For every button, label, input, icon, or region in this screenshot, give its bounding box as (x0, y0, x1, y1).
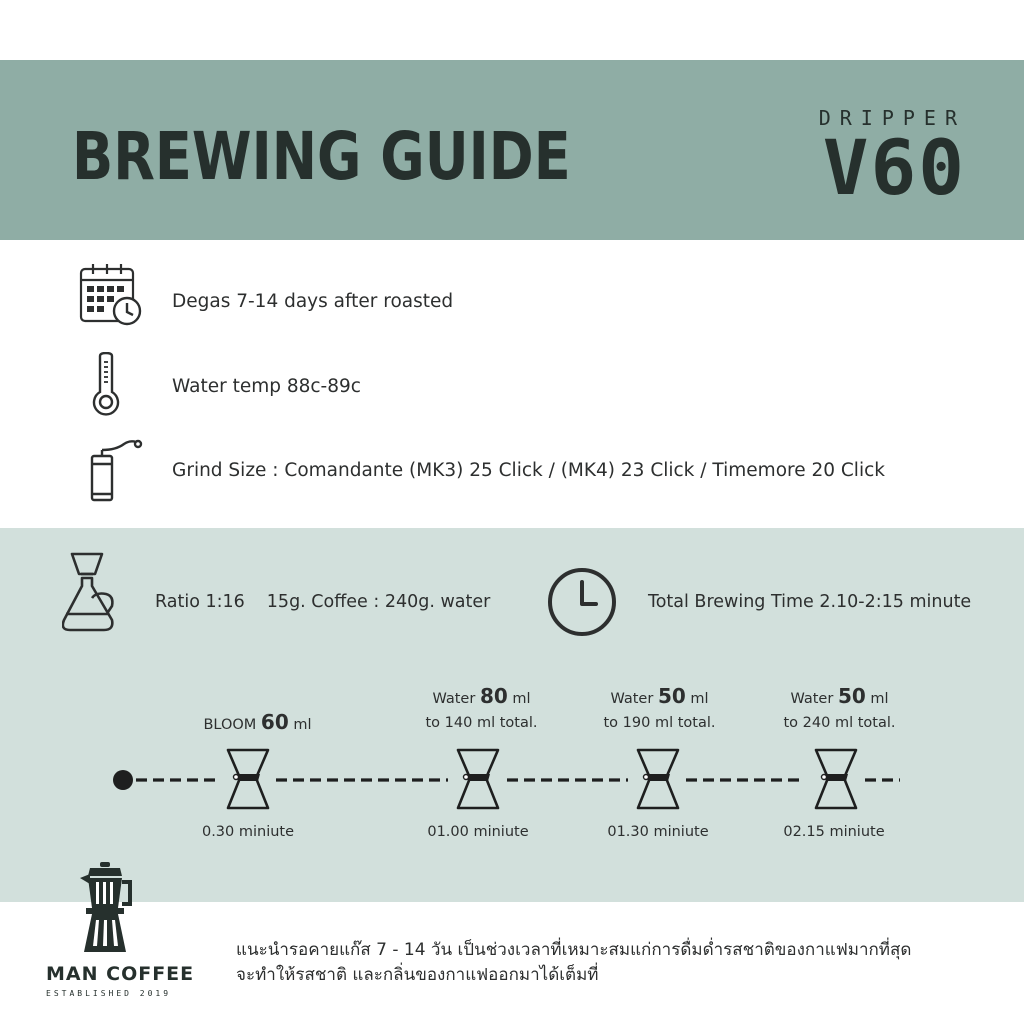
step-3-amount: 50 (657, 684, 686, 708)
chemex-icon (228, 750, 268, 808)
timeline-start-dot (113, 770, 133, 790)
step-1-unit: ml (293, 717, 312, 733)
step-3-total: to 190 ml total. (603, 715, 716, 731)
dripper-label: DRIPPER (818, 106, 966, 130)
brand-established: ESTABLISHED 2019 (46, 989, 172, 998)
step-3-time: 01.30 miniute (607, 824, 709, 840)
step-2-amount: 80 (479, 684, 508, 708)
info-row-degas (0, 262, 1024, 332)
step-1-label (195, 710, 320, 737)
step-1-amount: 60 (260, 710, 289, 734)
step-1-time: 0.30 miniute (201, 824, 295, 840)
step-4-amount: 50 (837, 684, 866, 708)
calendar-clock-icon (78, 262, 144, 326)
step-4-prefix: Water (790, 691, 834, 707)
clock-icon (546, 566, 618, 638)
page-title: BREWING GUIDE (72, 118, 571, 195)
thermometer-icon (90, 352, 122, 418)
step-3-prefix: Water (610, 691, 654, 707)
chemex-icon (638, 750, 678, 808)
step-3-label (592, 684, 727, 735)
coffee-server-icon (62, 550, 134, 634)
brand-name: MAN COFFEE (46, 963, 195, 985)
step-4-unit: ml (870, 691, 889, 707)
degas-note (236, 938, 911, 988)
ratio-detail: 15g. Coffee : 240g. water (266, 592, 491, 612)
step-2-prefix: Water (432, 691, 476, 707)
step-4-label (772, 684, 907, 735)
step-4-total: to 240 ml total. (783, 715, 896, 731)
info-row-grind-size (0, 438, 1024, 508)
degas-note-line-2: จะทำให้รสชาติ และกลิ่นของกาแฟออกมาได้เต็มที่ (236, 965, 599, 985)
step-2-label (414, 684, 549, 735)
step-4-time: 02.15 miniute (783, 824, 885, 840)
water-temp-text: Water temp 88c-89c (172, 376, 361, 397)
degas-note-line-1: แนะนำรอคายแก๊ส 7 - 14 วัน เป็นช่วงเวลาที่เหมาะสมแก่การดื่มด่ำรสชาติของกาแฟมากที่สุด (236, 940, 912, 960)
degas-text: Degas 7-14 days after roasted (172, 291, 454, 312)
step-3-unit: ml (690, 691, 709, 707)
step-2-unit: ml (512, 691, 531, 707)
dripper-model: V60 (822, 123, 966, 212)
grind-size-text: Grind Size : Comandante (MK3) 25 Click / (MK4) 23 Click / Timemore 20 Click (172, 460, 885, 481)
moka-pot-logo (78, 862, 138, 954)
step-2-time: 01.00 miniute (427, 824, 529, 840)
chemex-icon (816, 750, 856, 808)
coffee-grinder-icon (86, 438, 146, 504)
brew-timeline (0, 738, 1024, 818)
ratio-text (155, 592, 490, 612)
total-brewing-time: Total Brewing Time 2.10-2:15 minute (648, 592, 972, 612)
step-2-total: to 140 ml total. (425, 715, 538, 731)
info-row-water-temp (0, 352, 1024, 422)
step-1-prefix: BLOOM (203, 717, 257, 733)
brew-guide-panel (0, 528, 1024, 902)
header-banner (0, 60, 1024, 240)
chemex-icon (458, 750, 498, 808)
ratio-label: Ratio 1:16 (155, 592, 245, 612)
